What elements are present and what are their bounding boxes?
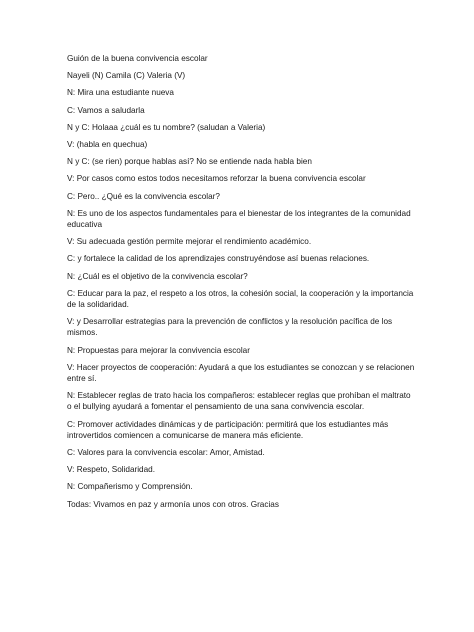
dialogue-line: C: Educar para la paz, el respeto a los otros, la cohesión social, la cooperación y la importancia de la solidaridad. [67, 288, 414, 310]
dialogue-line: N y C: (se rien) porque hablas así? No se entiende nada habla bien [67, 157, 312, 167]
dialogue-line: V: Hacer proyectos de cooperación: Ayudará a que los estudiantes se conozcan y se relacionen entre sí. [67, 362, 415, 384]
dialogue-line: N: Establecer reglas de trato hacia los compañeros: establecer reglas que prohíban el maltrato o el bullying ayudará a fomentar el pensamiento de una sana convivencia escolar. [67, 391, 411, 412]
script-text [67, 53, 417, 516]
dialogue-line: V: y Desarrollar estrategias para la prevención de conflictos y la resolución pacífica de los mismos. [67, 317, 393, 338]
dialogue-line: N: ¿Cuál es el objetivo de la convivencia escolar? [67, 271, 248, 281]
dialogue-line: N: Es uno de los aspectos fundamentales para el bienestar de los integrantes de la comunidad educativa [67, 208, 411, 230]
dialogue-line: C: Promover actividades dinámicas y de participación: permitirá que los estudiantes más introvertidos comiencen a comunicarse de manera más eficiente. [67, 419, 389, 440]
dialogue-line: N: Mira una estudiante nueva [67, 88, 174, 98]
dialogue-line: C: Vamos a saludarla [67, 105, 145, 115]
dialogue-line: N: Compañerismo y Comprensión. [67, 482, 193, 492]
dialogue-line: N y C: Holaaa ¿cuál es tu nombre? (saludan a Valeria) [67, 122, 266, 132]
dialogue-line: V: Por casos como estos todos necesitamos reforzar la buena convivencia escolar [67, 174, 366, 184]
dialogue-line: V: Su adecuada gestión permite mejorar el rendimiento académico. [67, 237, 312, 247]
closing-line: Todas: Vivamos en paz y armonía unos con otros. Gracias [67, 499, 279, 509]
dialogue-line: C: Pero.. ¿Qué es la convivencia escolar? [67, 191, 220, 201]
document-title: Guión de la buena convivencia escolar [67, 54, 208, 63]
dialogue-line: C: Valores para la convivencia escolar: Amor, Amistad. [67, 448, 265, 458]
characters-line: Nayeli (N) Camila (C) Valeria (V) [67, 71, 186, 81]
dialogue-line: V: Respeto, Solidaridad. [67, 465, 155, 475]
dialogue-line: N: Propuestas para mejorar la convivencia escolar [67, 345, 250, 355]
dialogue-line: V: (habla en quechua) [67, 140, 148, 150]
dialogue-line: C: y fortalece la calidad de los aprendizajes construyéndose así buenas relaciones. [67, 254, 370, 264]
